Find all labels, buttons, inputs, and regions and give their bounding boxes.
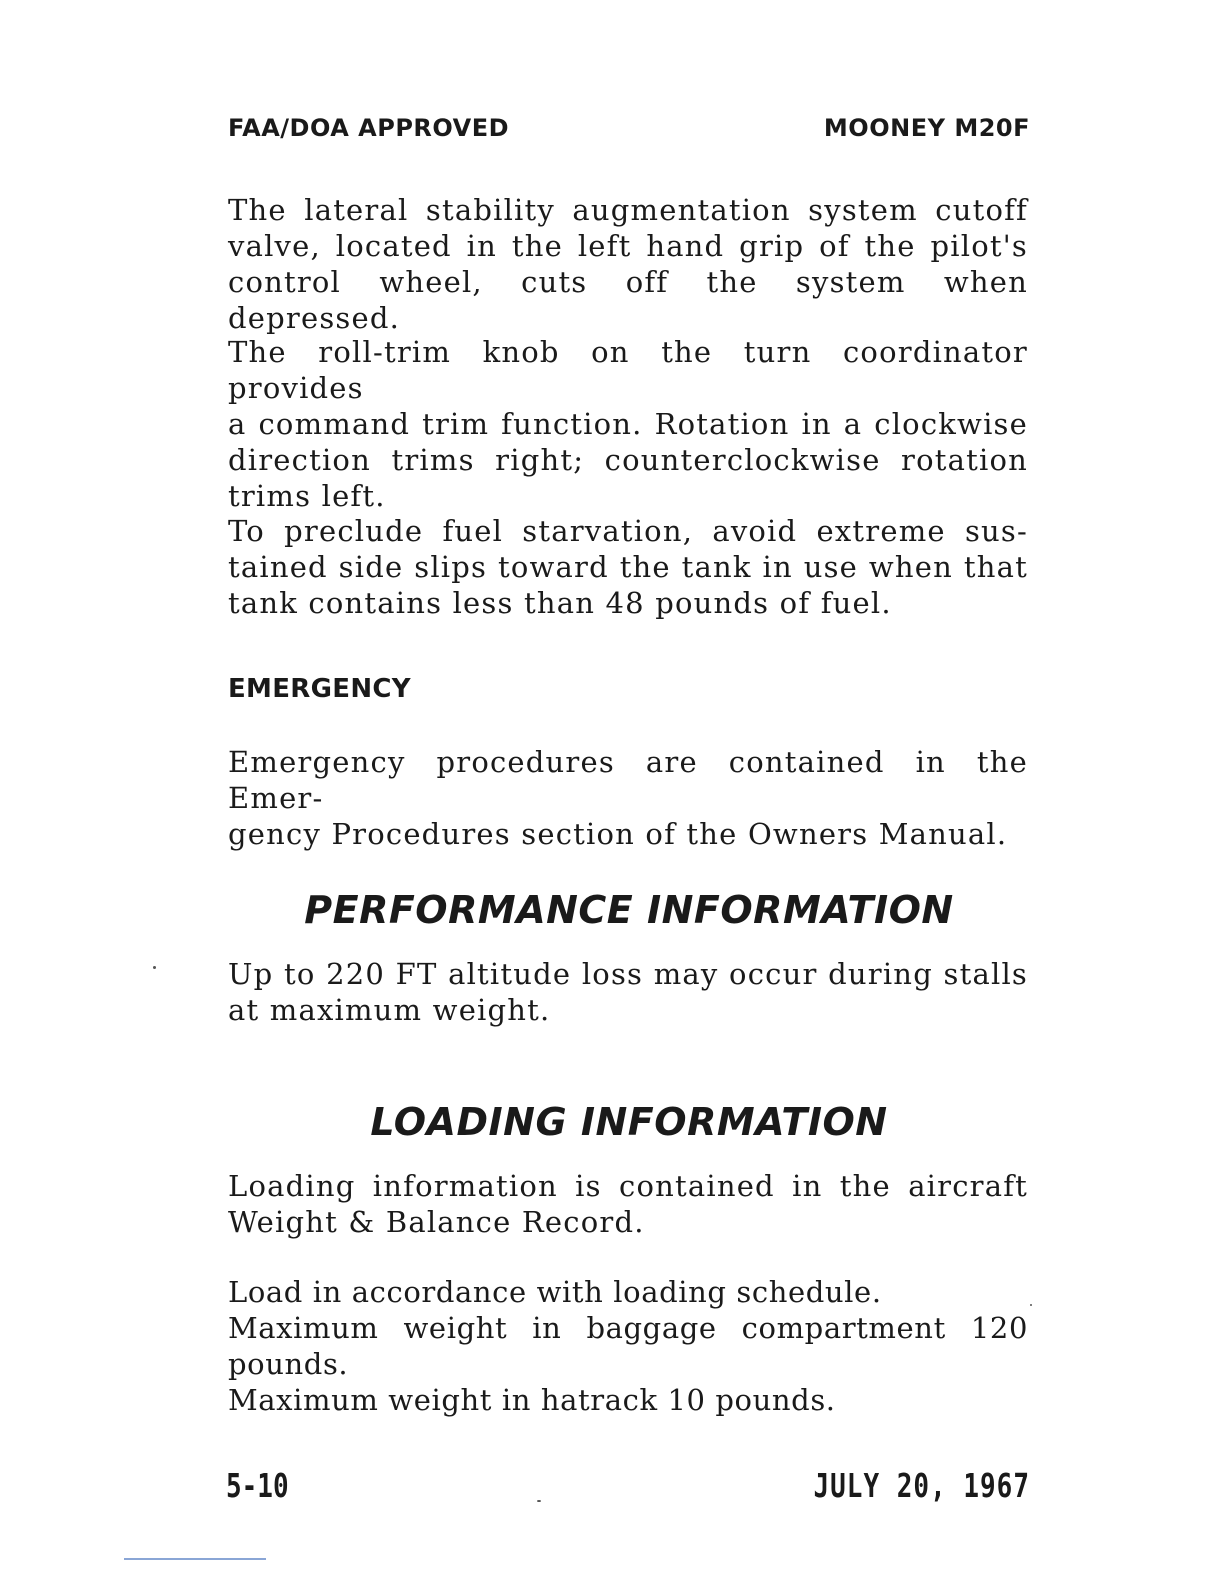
paragraph-performance [228, 956, 1028, 1028]
text-line: tank contains less than 48 pounds of fuel. [228, 586, 892, 620]
page-number: 5-10 [226, 1468, 289, 1506]
text-line: Maximum weight in hatrack 10 pounds. [228, 1383, 836, 1417]
loading-title: LOADING INFORMATION [370, 1100, 888, 1144]
paragraph-fuel-starvation [228, 513, 1028, 621]
text-line: Maximum weight in baggage compartment 120 pounds. [228, 1311, 1028, 1381]
paragraph-roll-trim [228, 334, 1028, 514]
text-line: valve, located in the left hand grip of the pilot's [228, 229, 1028, 263]
page-footer [226, 1468, 1030, 1508]
revision-date: JULY 20, 1967 [813, 1468, 1030, 1506]
approval-label: FAA/DOA APPROVED [228, 114, 510, 142]
text-line: To preclude fuel starvation, avoid extreme sus- [228, 514, 1028, 548]
text-line: Load in accordance with loading schedule. [228, 1275, 882, 1309]
text-line: The roll-trim knob on the turn coordinator provides [228, 335, 1028, 405]
paragraph-emergency [228, 744, 1028, 852]
performance-title: PERFORMANCE INFORMATION [304, 888, 954, 932]
page-header [228, 114, 1030, 148]
aircraft-model: MOONEY M20F [823, 114, 1030, 142]
text-line: a command trim function. Rotation in a clockwise [228, 407, 1028, 441]
text-line: gency Procedures section of the Owners Manual. [228, 817, 1008, 851]
text-line: Weight & Balance Record. [228, 1205, 645, 1239]
paragraph-loading-limits [228, 1274, 1028, 1418]
text-line: direction trims right; counterclockwise rotation [228, 443, 1028, 477]
text-line: trims left. [228, 479, 386, 513]
paragraph-cutoff-valve [228, 192, 1028, 336]
text-line: Loading information is contained in the aircraft [228, 1169, 1028, 1203]
scan-speck [1030, 1304, 1032, 1306]
text-line: The lateral stability augmentation system cutoff [228, 193, 1028, 227]
scan-speck [153, 966, 156, 969]
text-line: Up to 220 FT altitude loss may occur during stalls [228, 957, 1028, 991]
text-line: tained side slips toward the tank in use when that [228, 550, 1028, 584]
emergency-heading: EMERGENCY [228, 674, 411, 704]
text-line: at maximum weight. [228, 993, 551, 1027]
scan-artifact-line [124, 1558, 266, 1560]
scan-speck [537, 1500, 541, 1502]
paragraph-loading-info [228, 1168, 1028, 1240]
text-line: control wheel, cuts off the system when depressed. [228, 265, 1028, 335]
text-line: Emergency procedures are contained in the Emer- [228, 745, 1028, 815]
